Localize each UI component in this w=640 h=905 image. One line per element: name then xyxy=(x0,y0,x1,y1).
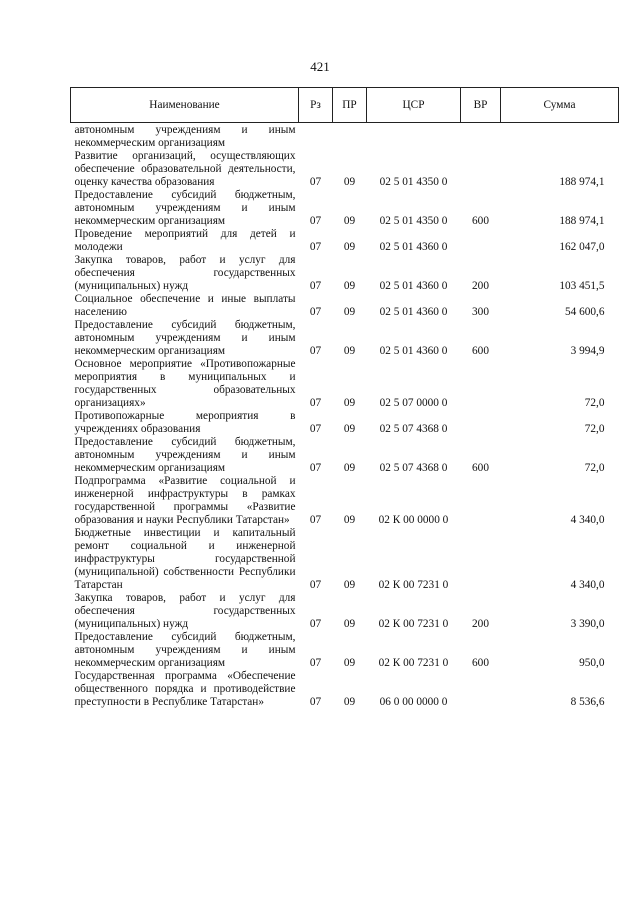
cell-csr: 02 К 00 7231 0 xyxy=(378,579,449,591)
cell-name: Подпрограмма «Развитие социальной и инженерной инфраструктуры в рамках государственной программы «Развитие образования и науки Республики Татарстан» xyxy=(74,475,296,526)
table-row xyxy=(71,358,619,410)
cell-rz: 07 xyxy=(309,241,322,253)
cell-name: Предоставление субсидий бюджетным, автономным учреждениям и иным некоммерческим организациям xyxy=(74,189,296,227)
cell-vr xyxy=(461,527,501,592)
table-row xyxy=(71,123,619,151)
cell-name: Основное мероприятие «Противопожарные мероприятия в муниципальных и государственных образовательных организациях» xyxy=(74,358,296,409)
cell-sum: 162 047,0 xyxy=(559,241,605,253)
cell-vr: 600 xyxy=(472,657,489,669)
cell-name: Социальное обеспечение и иные выплаты населению xyxy=(74,293,296,318)
cell-vr xyxy=(461,123,501,151)
cell-name: Противопожарные мероприятия в учреждениях образования xyxy=(74,410,296,435)
table-header-row xyxy=(71,88,619,123)
cell-vr xyxy=(461,670,501,709)
table-row xyxy=(71,670,619,709)
cell-vr xyxy=(461,410,501,436)
cell-csr: 02 К 00 7231 0 xyxy=(378,657,449,669)
cell-sum: 4 340,0 xyxy=(570,514,605,526)
cell-vr: 600 xyxy=(472,215,489,227)
cell-rz: 07 xyxy=(309,514,322,526)
cell-pr: 09 xyxy=(343,579,356,591)
cell-sum: 4 340,0 xyxy=(570,579,605,591)
cell-rz: 07 xyxy=(309,345,322,357)
cell-rz: 07 xyxy=(309,306,322,318)
cell-pr: 09 xyxy=(343,514,356,526)
cell-name: Государственная программа «Обеспечение общественного порядка и противодействие преступности в Республике Татарстан» xyxy=(74,670,296,708)
cell-name: Предоставление субсидий бюджетным, автономным учреждениям и иным некоммерческим организациям xyxy=(74,631,296,669)
cell-csr: 02 5 01 4360 0 xyxy=(379,241,448,253)
table-row xyxy=(71,293,619,319)
cell-rz: 07 xyxy=(309,176,322,188)
cell-name: автономным учреждениям и иным некоммерческим организациям xyxy=(74,124,296,149)
cell-sum xyxy=(501,123,619,151)
table-row xyxy=(71,319,619,358)
cell-rz: 07 xyxy=(309,579,322,591)
cell-sum: 72,0 xyxy=(584,462,605,474)
cell-vr xyxy=(461,475,501,527)
cell-sum: 72,0 xyxy=(584,423,605,435)
cell-name: Предоставление субсидий бюджетным, автономным учреждениям и иным некоммерческим организациям xyxy=(74,319,296,357)
cell-vr: 200 xyxy=(472,280,489,292)
table-row xyxy=(71,254,619,293)
cell-name: Предоставление субсидий бюджетным, автономным учреждениям и иным некоммерческим организациям xyxy=(74,436,296,474)
cell-csr: 02 К 00 7231 0 xyxy=(378,618,449,630)
cell-pr: 09 xyxy=(343,280,356,292)
cell-csr: 02 К 00 0000 0 xyxy=(378,514,449,526)
cell-sum: 3 390,0 xyxy=(570,618,605,630)
cell-vr xyxy=(461,150,501,189)
cell-csr xyxy=(367,123,461,151)
column-header-vr: ВР xyxy=(461,88,501,123)
cell-csr: 02 5 07 4368 0 xyxy=(379,423,448,435)
cell-name: Бюджетные инвестиции и капитальный ремонт социальной и инженерной инфраструктуры государственной (муниципальной) собственности Республики Татарстан xyxy=(74,527,296,591)
table-row xyxy=(71,189,619,228)
table-row xyxy=(71,527,619,592)
cell-pr: 09 xyxy=(343,176,356,188)
cell-name: Проведение мероприятий для детей и молодежи xyxy=(74,228,296,253)
column-header-pr: ПР xyxy=(333,88,367,123)
cell-pr: 09 xyxy=(343,696,356,708)
cell-vr: 600 xyxy=(472,462,489,474)
cell-pr: 09 xyxy=(343,345,356,357)
cell-rz xyxy=(299,123,333,151)
cell-rz: 07 xyxy=(309,215,322,227)
cell-pr: 09 xyxy=(343,306,356,318)
cell-csr: 02 5 01 4360 0 xyxy=(379,280,448,292)
cell-vr xyxy=(461,358,501,410)
cell-sum: 8 536,6 xyxy=(570,696,605,708)
cell-pr: 09 xyxy=(343,397,356,409)
cell-rz: 07 xyxy=(309,657,322,669)
table-row xyxy=(71,410,619,436)
budget-table xyxy=(70,87,619,709)
page-number: 421 xyxy=(310,59,330,74)
cell-csr: 02 5 01 4350 0 xyxy=(379,176,448,188)
cell-sum: 950,0 xyxy=(579,657,605,669)
cell-rz: 07 xyxy=(309,462,322,474)
cell-sum: 54 600,6 xyxy=(564,306,605,318)
column-header-csr: ЦСР xyxy=(367,88,461,123)
cell-csr: 02 5 01 4350 0 xyxy=(379,215,448,227)
cell-vr xyxy=(461,228,501,254)
table-row xyxy=(71,592,619,631)
cell-pr: 09 xyxy=(343,462,356,474)
cell-pr: 09 xyxy=(343,423,356,435)
table-row xyxy=(71,228,619,254)
cell-name: Закупка товаров, работ и услуг для обеспечения государственных (муниципальных) нужд xyxy=(74,254,296,292)
cell-vr: 300 xyxy=(472,306,489,318)
column-header-sum: Сумма xyxy=(501,88,619,123)
cell-name: Развитие организаций, осуществляющих обеспечение образовательной деятельности, оценку качества образования xyxy=(74,150,296,188)
cell-sum: 188 974,1 xyxy=(559,215,605,227)
table-row xyxy=(71,631,619,670)
table-row xyxy=(71,436,619,475)
cell-rz: 07 xyxy=(309,397,322,409)
cell-csr: 02 5 07 0000 0 xyxy=(379,397,448,409)
column-header-name: Наименование xyxy=(71,88,299,123)
cell-csr: 02 5 07 4368 0 xyxy=(379,462,448,474)
cell-pr: 09 xyxy=(343,618,356,630)
cell-pr xyxy=(333,123,367,151)
cell-rz: 07 xyxy=(309,618,322,630)
column-header-rz: Рз xyxy=(299,88,333,123)
cell-rz: 07 xyxy=(309,280,322,292)
cell-rz: 07 xyxy=(309,423,322,435)
cell-sum: 3 994,9 xyxy=(570,345,605,357)
table-row xyxy=(71,150,619,189)
cell-pr: 09 xyxy=(343,657,356,669)
cell-csr: 02 5 01 4360 0 xyxy=(379,345,448,357)
cell-vr: 200 xyxy=(472,618,489,630)
cell-pr: 09 xyxy=(343,215,356,227)
cell-csr: 06 0 00 0000 0 xyxy=(379,696,448,708)
cell-sum: 72,0 xyxy=(584,397,605,409)
cell-sum: 103 451,5 xyxy=(559,280,605,292)
table-row xyxy=(71,475,619,527)
cell-rz: 07 xyxy=(309,696,322,708)
cell-pr: 09 xyxy=(343,241,356,253)
cell-sum: 188 974,1 xyxy=(559,176,605,188)
cell-name: Закупка товаров, работ и услуг для обеспечения государственных (муниципальных) нужд xyxy=(74,592,296,630)
cell-csr: 02 5 01 4360 0 xyxy=(379,306,448,318)
cell-vr: 600 xyxy=(472,345,489,357)
